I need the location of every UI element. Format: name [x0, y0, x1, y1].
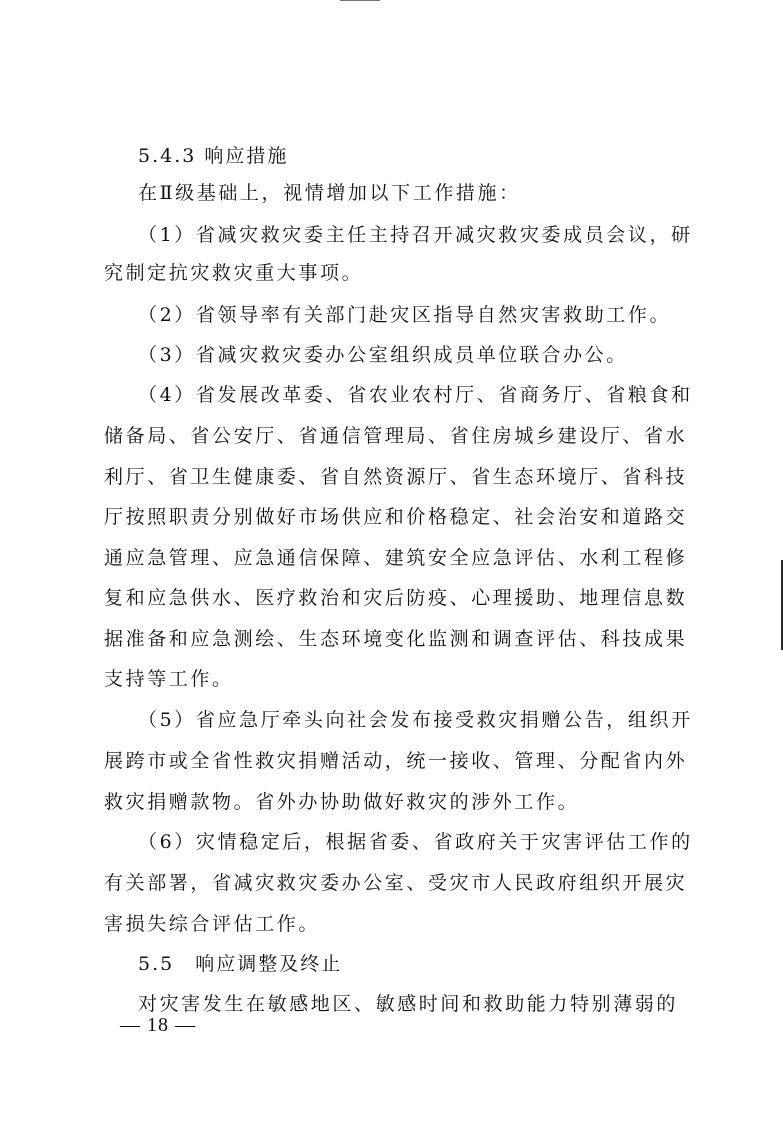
item-3-line-1: （3）省减灾救灾委办公室组织成员单位联合办公。: [138, 344, 628, 366]
section-55-line-1: 对灾害发生在敏感地区、敏感时间和救助能力特别薄弱的: [138, 993, 679, 1015]
item-6-line-3: 害损失综合评估工作。: [104, 913, 321, 935]
item-2-line-1: （2）省领导率有关部门赴灾区指导自然灾害救助工作。: [138, 304, 672, 326]
item-4-line-6: 复和应急供水、医疗救治和灾后防疫、心理援助、地理信息数: [104, 587, 688, 609]
item-6-line-2: 有关部署，省减灾救灾委办公室、受灾市人民政府组织开展灾: [104, 872, 688, 894]
item-5-line-2: 展跨市或全省性救灾捐赠活动，统一接收、管理、分配省内外: [104, 750, 688, 772]
item-1-line-2: 究制定抗灾救灾重大事项。: [104, 262, 364, 284]
item-5-line-1: （5）省应急厅牵头向社会发布接受救灾捐赠公告，组织开: [138, 709, 693, 731]
item-4-line-1: （4）省发展改革委、省农业农村厅、省商务厅、省粮食和: [138, 384, 693, 406]
item-4-line-8: 支持等工作。: [104, 668, 234, 690]
section-55-heading: 5.5 响应调整及终止: [138, 953, 343, 975]
item-6-line-1: （6）灾情稳定后，根据省委、省政府关于灾害评估工作的: [138, 831, 693, 853]
item-4-line-5: 通应急管理、应急通信保障、建筑安全应急评估、水利工程修: [104, 547, 688, 569]
item-4-line-7: 据准备和应急测绘、生态环境变化监测和调查评估、科技成果: [104, 628, 688, 650]
item-4-line-2: 储备局、省公安厅、省通信管理局、省住房城乡建设厅、省水: [104, 425, 688, 447]
section-543-heading: 5.4.3 响应措施: [138, 145, 289, 167]
item-4-line-3: 利厅、省卫生健康委、省自然资源厅、省生态环境厅、省科技: [104, 466, 688, 488]
page-number: — 18 —: [120, 1014, 196, 1036]
item-1-line-1: （1）省减灾救灾委主任主持召开减灾救灾委成员会议，研: [138, 224, 693, 246]
item-4-line-4: 厅按照职责分别做好市场供应和价格稳定、社会治安和道路交: [104, 506, 688, 528]
intro-paragraph: 在Ⅱ级基础上，视情增加以下工作措施：: [138, 182, 521, 204]
item-5-line-3: 救灾捐赠款物。省外办协助做好救灾的涉外工作。: [104, 791, 580, 813]
scan-edge-mark-top: [340, 0, 380, 1]
